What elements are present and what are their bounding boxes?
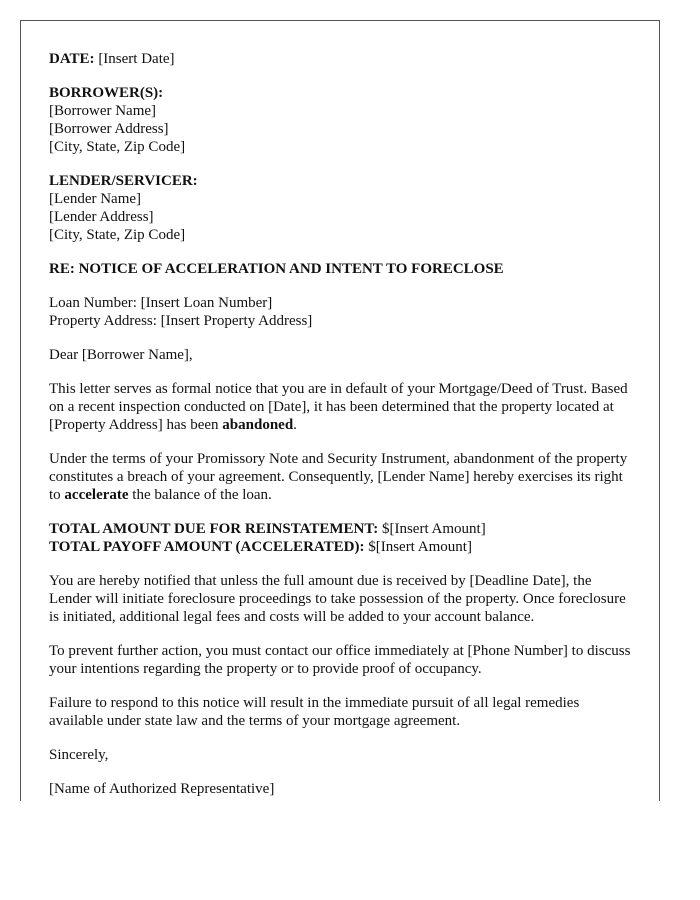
amounts-block: TOTAL AMOUNT DUE FOR REINSTATEMENT: $[Insert Amount] TOTAL PAYOFF AMOUNT (ACCELERATED): $[Insert Amount] [49, 521, 486, 555]
closing: Sincerely, [49, 747, 109, 763]
lender-block: LENDER/SERVICER: [Lender Name] [Lender Address] [City, State, Zip Code] [49, 173, 198, 243]
letter-page [20, 20, 660, 801]
paragraph-contact: To prevent further action, you must contact our office immediately at [Phone Number] to discuss your intentions regarding the property or to provide proof of occupancy. [49, 643, 631, 677]
salutation: Dear [Borrower Name], [49, 347, 193, 363]
paragraph-foreclosure: You are hereby notified that unless the full amount due is received by [Deadline Date], the Lender will initiate foreclosure proceedings to take possession of the property. Once foreclosure is initiated, additional legal fees and costs will be added to your account balance. [49, 573, 626, 625]
subject-line: RE: NOTICE OF ACCELERATION AND INTENT TO FORECLOSE [49, 261, 504, 277]
paragraph-acceleration: Under the terms of your Promissory Note and Security Instrument, abandonment of the property constitutes a breach of your agreement. Consequently, [Lender Name] hereby exercises its right to accelerate the balance of the loan. [49, 451, 628, 503]
loan-info: Loan Number: [Insert Loan Number] Property Address: [Insert Property Address] [49, 295, 313, 329]
borrower-block: BORROWER(S): [Borrower Name] [Borrower Address] [City, State, Zip Code] [49, 85, 186, 155]
date-line: DATE: [Insert Date] [49, 51, 175, 67]
paragraph-failure: Failure to respond to this notice will result in the immediate pursuit of all legal remedies available under state law and the terms of your mortgage agreement. [49, 695, 580, 729]
signature: [Name of Authorized Representative] [49, 781, 275, 797]
paragraph-default: This letter serves as formal notice that you are in default of your Mortgage/Deed of Trust. Based on a recent inspection conducted on [Date], it has been determined that the property located at [Property Address] has been abandoned. [49, 381, 628, 433]
